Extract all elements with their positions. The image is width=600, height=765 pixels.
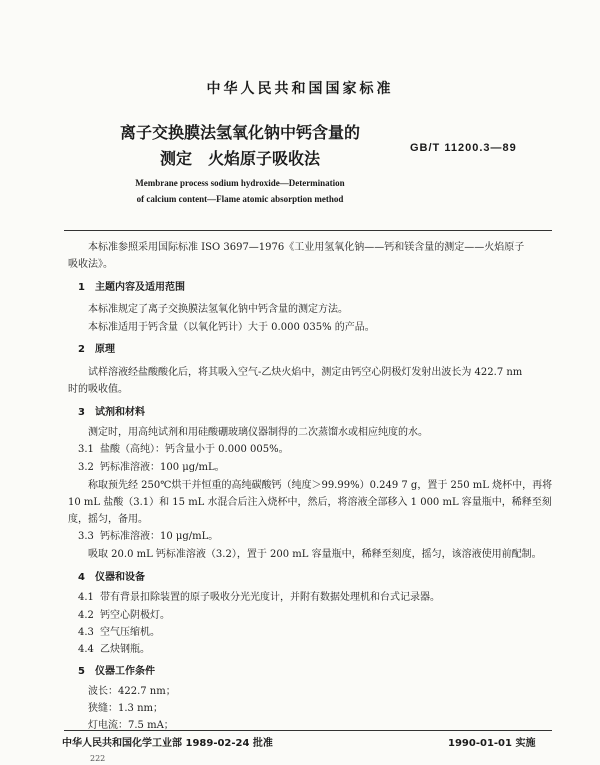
subsection-4-2: [78, 606, 170, 621]
section-3-heading: 3 试剂和材料: [78, 407, 145, 418]
implementation-date: 1990-01-01 实施: [448, 738, 536, 749]
header-divider: [64, 230, 552, 231]
subsection-4-4: [78, 640, 150, 655]
subsection-text: 钙标准溶液：100 μg/mL。: [100, 462, 225, 473]
subsection-number: 4.4: [78, 644, 94, 655]
section-4-heading: 4 仪器和设备: [78, 572, 145, 583]
subsection-3-3-line1: 吸取 20.0 mL 钙标准溶液（3.2），置于 200 mL 容量瓶中，稀释至刻度，摇匀，该溶液使用前配制。: [88, 549, 542, 560]
document-title-line1: 离子交换膜法氢氧化钠中钙含量的: [119, 123, 360, 142]
subsection-4-1: [78, 588, 440, 603]
subsection-3-3: [78, 527, 218, 542]
subsection-3-2-line3: 度，摇匀，备用。: [68, 514, 148, 525]
section-5-heading: 5 仪器工作条件: [78, 666, 155, 677]
subsection-number: 3.3: [78, 531, 94, 542]
section-2-heading: 2 原理: [78, 344, 115, 355]
subsection-3-2: [78, 458, 225, 473]
subsection-text: 空气压缩机。: [100, 627, 160, 638]
subsection-3-2-line2: 10 mL 盐酸（3.1）和 15 mL 水混合后注入烧杯中，然后，将溶液全部移入 1 000 mL 容量瓶中，稀释至刻: [68, 497, 552, 508]
document-title-line2: 测定 火焰原子吸收法: [159, 149, 320, 168]
section-3-paragraph: 测定时，用高纯试剂和用硅酸硼玻璃仪器制得的二次蒸馏水或相应纯度的水。: [88, 427, 428, 438]
english-title-line1: Membrane process sodium hydroxide—Determination: [135, 178, 345, 188]
section-1-paragraph-2: 本标准适用于钙含量（以氧化钙计）大于 0.000 035% 的产品。: [88, 322, 375, 333]
section-2-paragraph-line1: 试样溶液经盐酸酸化后，将其吸入空气-乙炔火焰中，测定由钙空心阴极灯发射出波长为 422.7 nm: [88, 367, 523, 378]
subsection-3-2-line1: 称取预先经 250℃烘干并恒重的高纯碳酸钙（纯度＞99.99%）0.249 7 g，置于 250 mL 烧杯中，再将: [88, 480, 553, 491]
section-1-heading: 1 主题内容及适用范围: [78, 282, 185, 293]
intro-paragraph-line1: 本标准参照采用国际标准 ISO 3697—1976《工业用氢氧化钠——钙和镁含量的测定——火焰原子: [88, 242, 525, 253]
subsection-text: 钙空心阴极灯。: [100, 610, 170, 621]
subsection-text: 乙炔钢瓶。: [100, 644, 150, 655]
subsection-number: 3.2: [78, 462, 94, 473]
standard-number: GB/T 11200.3—89: [410, 142, 517, 154]
condition-slit: 狭缝：1.3 nm；: [88, 703, 164, 714]
subsection-4-3: [78, 623, 160, 638]
national-standard-heading: 中华人民共和国国家标准: [206, 81, 394, 97]
subsection-number: 4.1: [78, 592, 94, 603]
subsection-3-1: [78, 440, 289, 455]
page-number: 222: [90, 754, 106, 763]
intro-paragraph-line2: 吸收法》。: [68, 259, 113, 270]
subsection-number: 4.2: [78, 610, 94, 621]
english-title-line2: of calcium content—Flame atomic absorption method: [136, 194, 344, 204]
condition-wavelength: 波长：422.7 nm；: [88, 686, 176, 697]
subsection-text: 钙标准溶液：10 μg/mL。: [100, 531, 219, 542]
section-2-paragraph-line2: 时的吸收值。: [68, 384, 128, 395]
condition-lamp-current: 灯电流：7.5 mA；: [88, 720, 174, 731]
subsection-text: 带有背景扣除装置的原子吸收分光光度计，并附有数据处理机和台式记录器。: [100, 592, 440, 603]
approval-statement: 中华人民共和国化学工业部 1989-02-24 批准: [62, 738, 273, 749]
subsection-number: 4.3: [78, 627, 94, 638]
subsection-text: 盐酸（高纯）：钙含量小于 0.000 005%。: [100, 444, 289, 455]
subsection-number: 3.1: [78, 444, 94, 455]
section-1-paragraph-1: 本标准规定了离子交换膜法氢氧化钠中钙含量的测定方法。: [88, 304, 348, 315]
footer-divider: [64, 730, 552, 731]
